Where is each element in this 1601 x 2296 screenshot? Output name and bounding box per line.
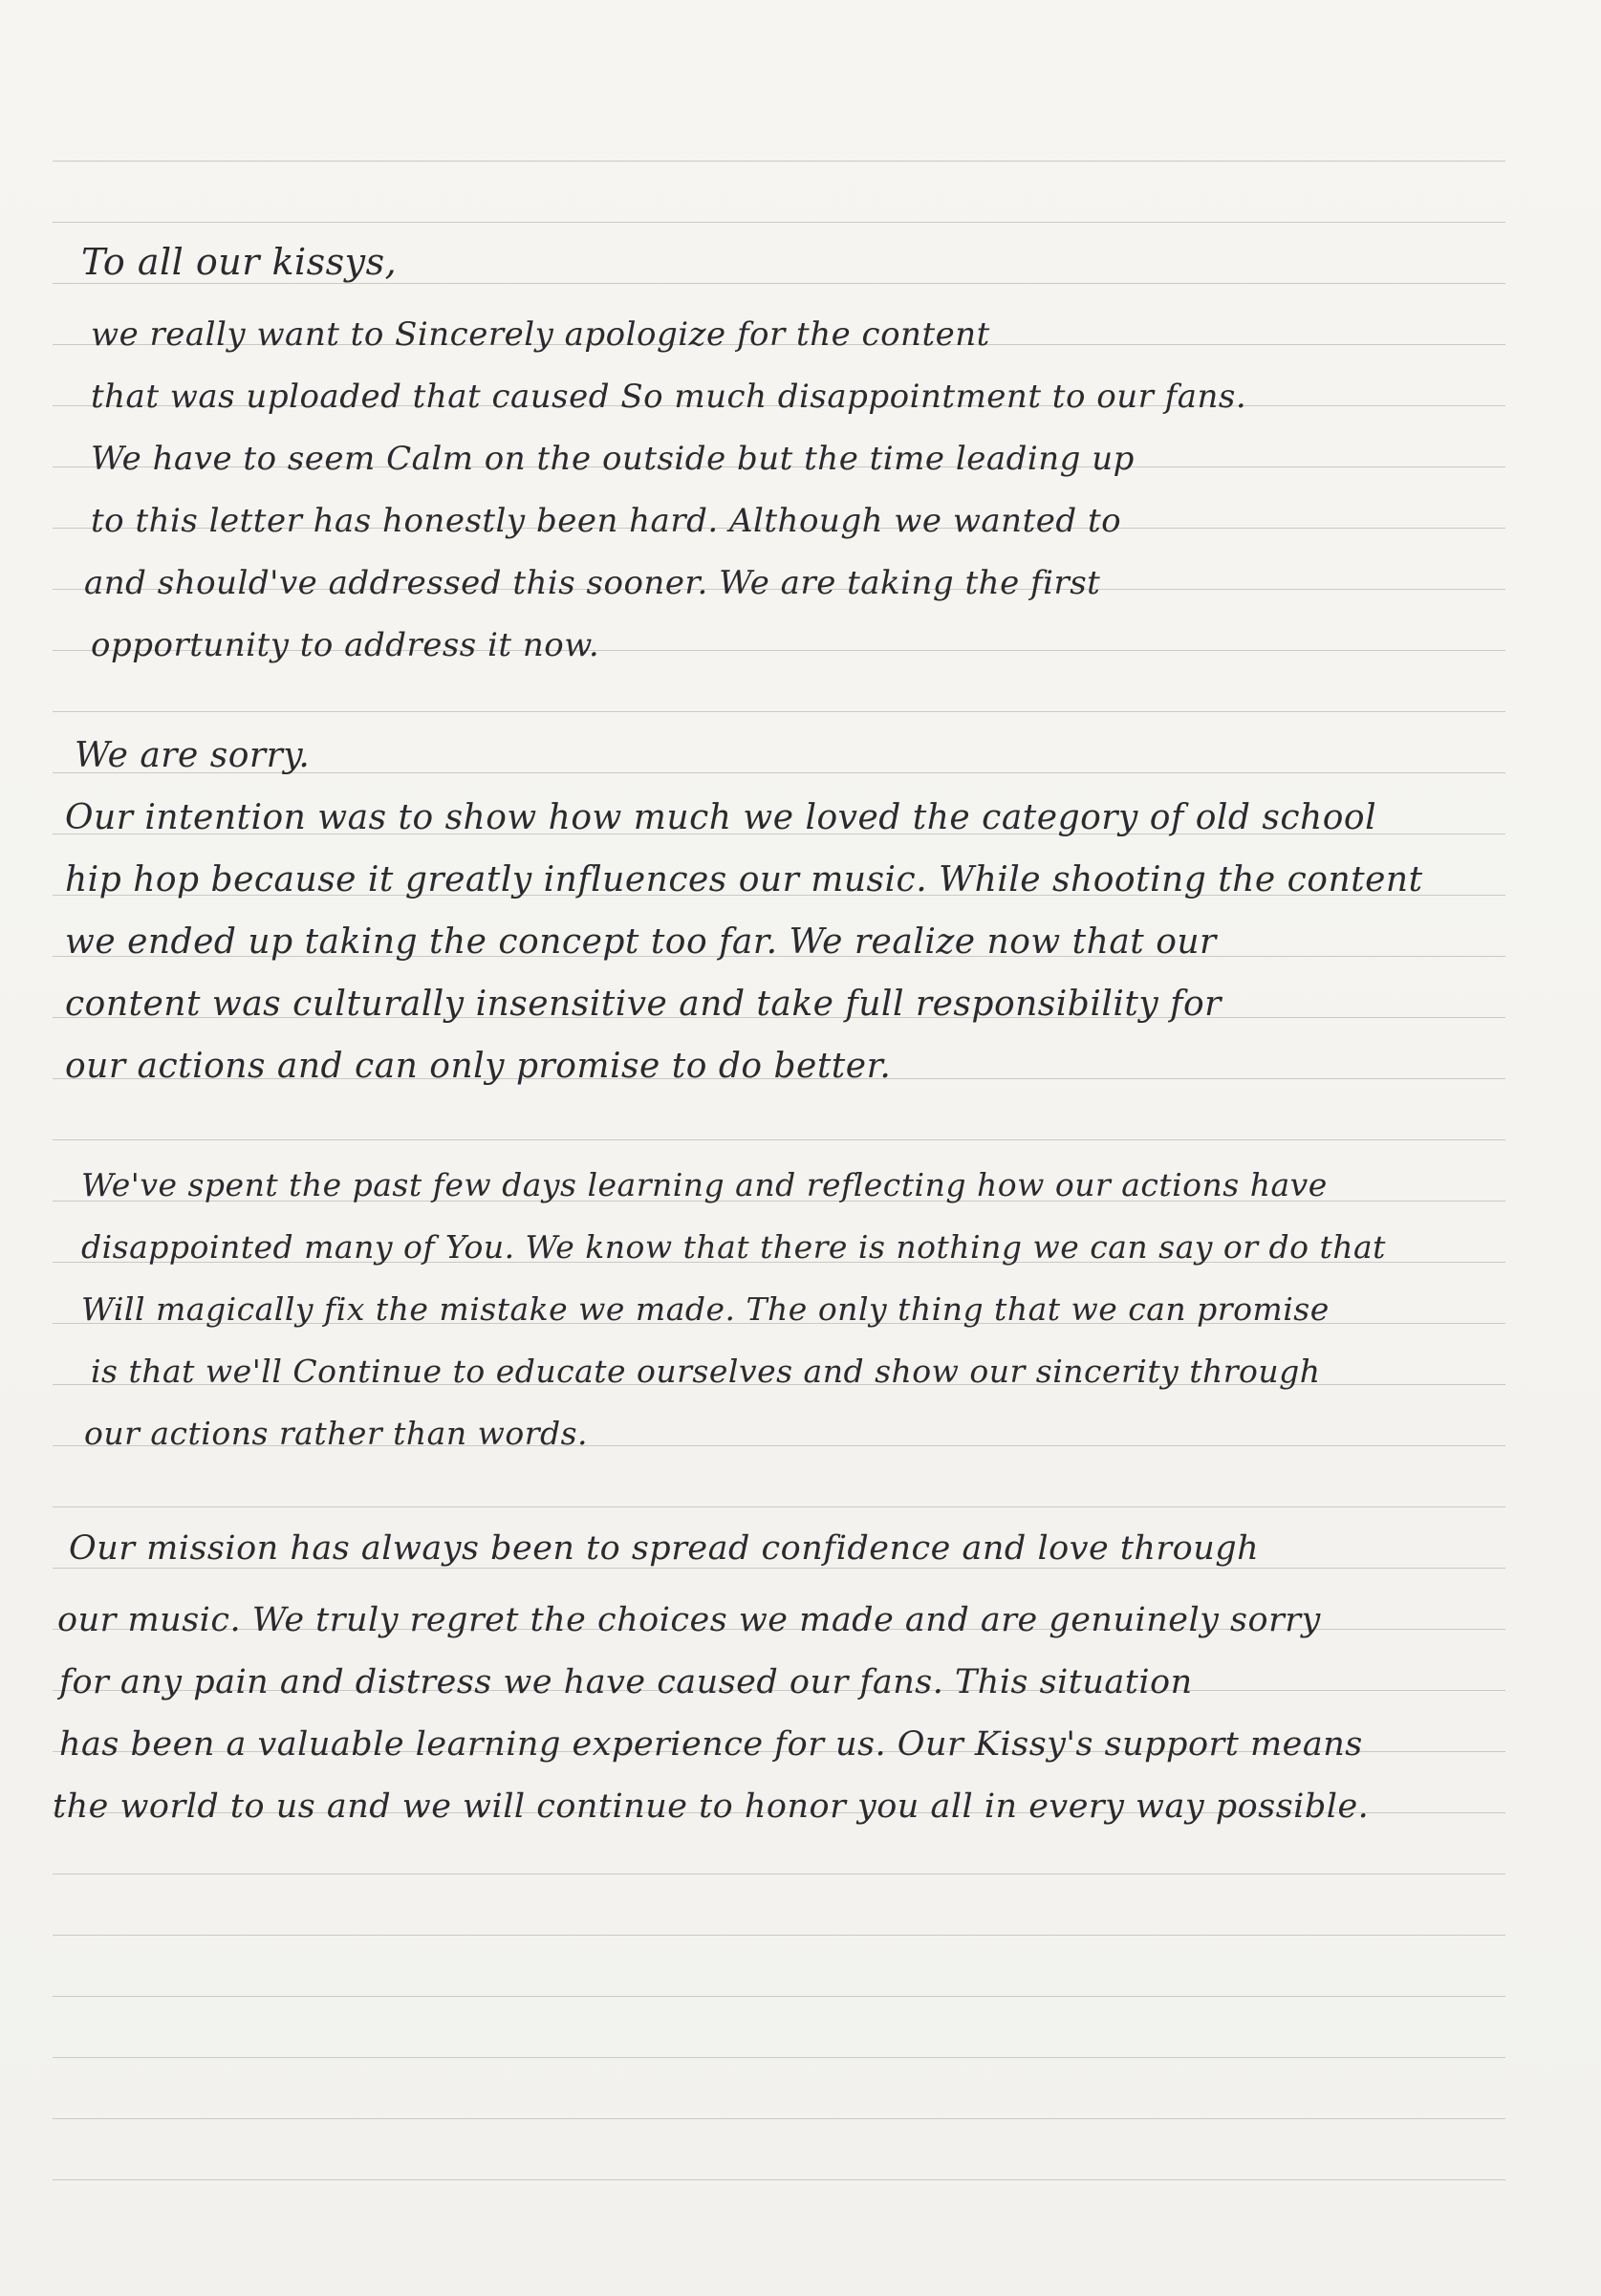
ruled-line	[53, 1996, 1505, 1997]
paragraph-3-line: Will magically fix the mistake we made. The only thing that we can promise	[81, 1290, 1330, 1328]
paragraph-4-line: the world to us and we will continue to honor you all in every way possible.	[53, 1787, 1370, 1826]
paragraph-2-line: We are sorry.	[75, 736, 311, 775]
ruled-line	[53, 2118, 1505, 2119]
paragraph-3-line: is that we'll Continue to educate ourselves and show our sincerity through	[91, 1353, 1321, 1390]
ruled-line	[53, 711, 1505, 712]
paragraph-1-line: that was uploaded that caused So much disappointment to our fans.	[91, 378, 1247, 416]
paragraph-3-line: disappointed many of You. We know that there is nothing we can say or do that	[81, 1228, 1386, 1266]
ruled-line	[53, 222, 1505, 223]
paragraph-2-line: our actions and can only promise to do better.	[65, 1047, 892, 1086]
letter-greeting: To all our kissys,	[81, 241, 398, 283]
paragraph-2-line: content was culturally insensitive and take full responsibility for	[65, 985, 1222, 1024]
ruled-line	[53, 1935, 1505, 1936]
paragraph-4-line: our music. We truly regret the choices we made and are genuinely sorry	[57, 1601, 1321, 1639]
paragraph-3-line: We've spent the past few days learning and reflecting how our actions have	[81, 1166, 1328, 1203]
paragraph-1-line: to this letter has honestly been hard. Although we wanted to	[91, 502, 1122, 540]
paragraph-1-line: opportunity to address it now.	[91, 626, 600, 664]
paragraph-4-line: has been a valuable learning experience for us. Our Kissy's support means	[59, 1725, 1363, 1764]
ruled-line	[53, 161, 1505, 162]
paragraph-2-line: Our intention was to show how much we loved the category of old school	[65, 798, 1377, 837]
paragraph-1-line: we really want to Sincerely apologize for the content	[91, 315, 990, 354]
ruled-line	[53, 2179, 1505, 2180]
ruled-line	[53, 1506, 1505, 1507]
paragraph-3-line: our actions rather than words.	[84, 1415, 589, 1452]
paragraph-2-line: we ended up taking the concept too far. We realize now that our	[65, 922, 1217, 962]
paragraph-1-line: and should've addressed this sooner. We are taking the first	[84, 564, 1101, 602]
ruled-line	[53, 1568, 1505, 1569]
paragraph-4-line: for any pain and distress we have caused our fans. This situation	[59, 1663, 1193, 1701]
paragraph-4-line: Our mission has always been to spread confidence and love through	[69, 1529, 1260, 1568]
ruled-line	[53, 2057, 1505, 2058]
paragraph-1-line: We have to seem Calm on the outside but the time leading up	[91, 440, 1135, 478]
ruled-line	[53, 1139, 1505, 1140]
ruled-line	[53, 283, 1505, 284]
paragraph-2-line: hip hop because it greatly influences our music. While shooting the content	[65, 860, 1423, 899]
